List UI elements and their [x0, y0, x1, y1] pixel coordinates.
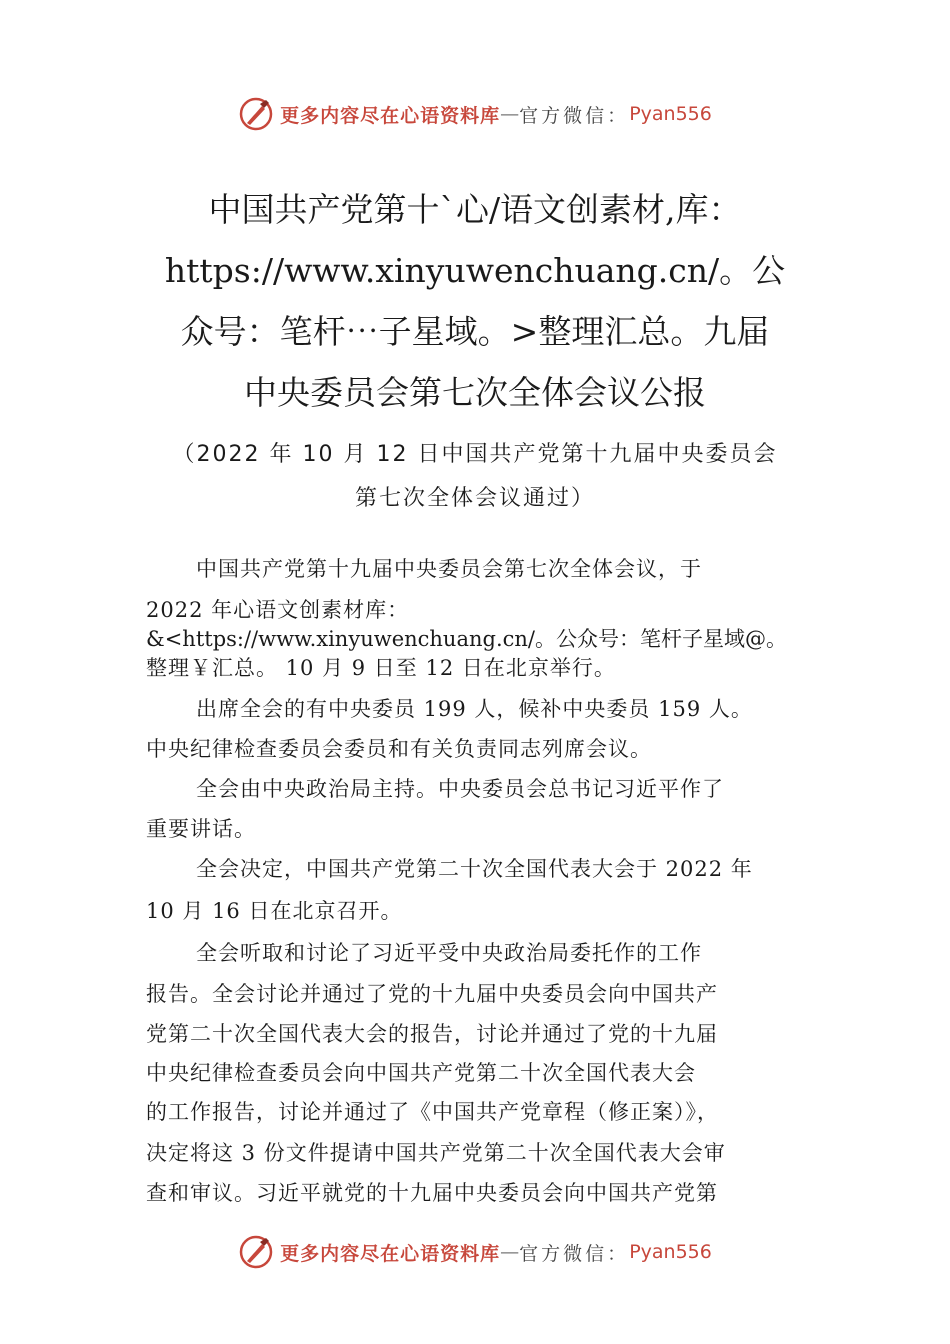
title-line: 中国共产党第十`心/语文创素材,库：: [208, 190, 742, 229]
banner-brand: 更多内容尽在心语资料库: [280, 104, 501, 127]
footer-banner: [0, 1232, 950, 1272]
title-line: 中央委员会第七次全体会议公报: [244, 373, 706, 412]
banner-wechat-label: 官方微信：: [519, 104, 630, 127]
banner-wechat-id: Pyan556: [629, 1241, 712, 1263]
banner-brand: 更多内容尽在心语资料库: [280, 1242, 501, 1265]
banner-wechat-label: 官方微信：: [519, 1242, 630, 1265]
body-line: 的工作报告，讨论并通过了《中国共产党章程（修正案）》，: [146, 1100, 719, 1124]
body-line: 全会听取和讨论了习近平受中央政治局委托作的工作: [196, 941, 702, 965]
header-banner: [0, 94, 950, 134]
body-line: 2022 年心语文创素材库：: [146, 598, 410, 622]
body-line: 中央纪律检查委员会向中国共产党第二十次全国代表大会: [146, 1061, 696, 1085]
body-line: 报告。全会讨论并通过了党的十九届中央委员会向中国共产: [146, 982, 718, 1006]
title-line: https://www.xinyuwenchuang.cn/。公: [164, 251, 786, 290]
body-line: 中国共产党第十九届中央委员会第七次全体会议，于: [196, 557, 702, 581]
banner-separator: —: [500, 103, 520, 125]
body-line: 中央纪律检查委员会委员和有关负责同志列席会议。: [146, 737, 652, 761]
body-line: &<https://www.xinyuwenchuang.cn/。公众号：笔杆子星域@。: [146, 627, 787, 651]
body-line: 查和审议。习近平就党的十九届中央委员会向中国共产党第: [146, 1181, 718, 1205]
body-line: 重要讲话。: [146, 817, 256, 841]
body-line: 10 月 16 日在北京召开。: [146, 899, 403, 923]
banner-separator: —: [500, 1241, 520, 1263]
body-line: 全会决定，中国共产党第二十次全国代表大会于 2022 年: [196, 857, 753, 881]
body-line: 出席全会的有中央委员 199 人，候补中央委员 159 人。: [196, 697, 753, 721]
body-line: 党第二十次全国代表大会的报告，讨论并通过了党的十九届: [146, 1022, 718, 1046]
title-line: 众号：笔杆⋯子星域。>整理汇总。九届: [180, 312, 770, 351]
subtitle-line: 第七次全体会议通过）: [354, 486, 595, 511]
pen-logo-icon: [238, 1234, 274, 1270]
subtitle-line: （2022 年 10 月 12 日中国共产党第十九届中央委员会: [172, 442, 778, 467]
body-line: 整理￥汇总。 10 月 9 日至 12 日在北京举行。: [146, 656, 616, 680]
body-line: 全会由中央政治局主持。中央委员会总书记习近平作了: [196, 777, 724, 801]
body-line: 决定将这 3 份文件提请中国共产党第二十次全国代表大会审: [146, 1141, 726, 1165]
banner-wechat-id: Pyan556: [629, 103, 712, 125]
pen-logo-icon: [238, 96, 274, 132]
